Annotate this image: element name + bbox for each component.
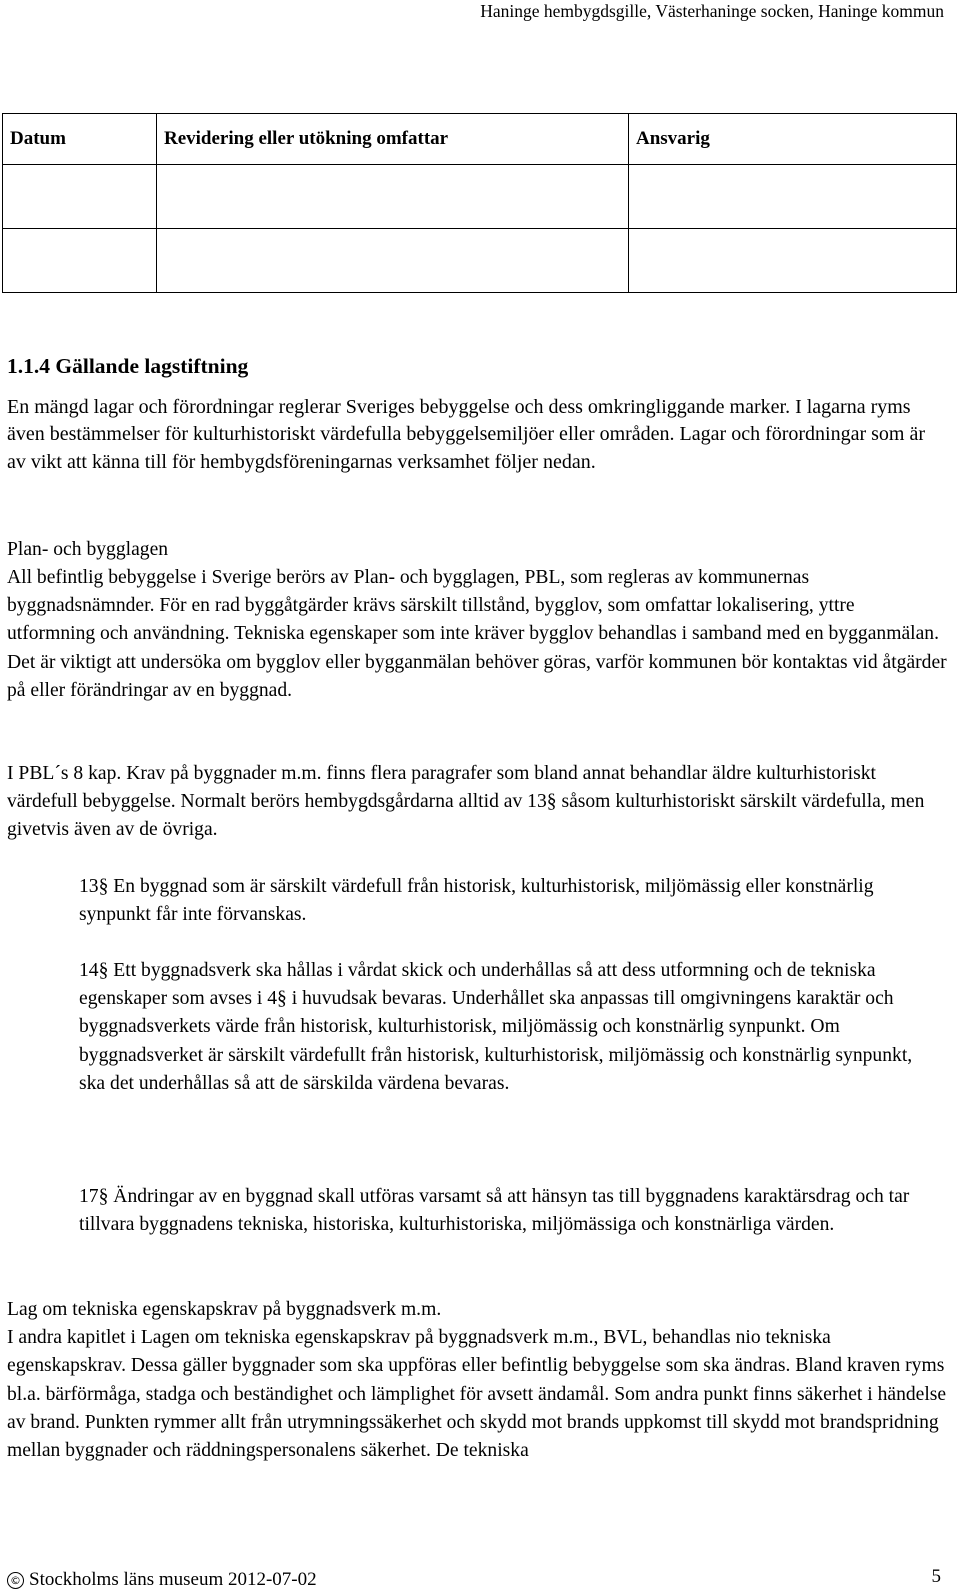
table-row	[3, 229, 957, 293]
bvl-paragraph: I andra kapitlet i Lagen om tekniska egenskapskrav på byggnadsverk m.m., BVL, behandlas nio tekniska egenskapskrav. Dessa gäller byggnader som ska uppföras eller befintlig bebyggelse som ska ändras. Bland kraven ryms bl.a. bärförmåga, stadga och beständighet och lämplighet för avsett ändamål. Som andra punkt finns säkerhet i händelse av brand. Punkten rymmer allt från utrymningssäkerhet och skydd mot brands uppkomst till skydd mot brandspridning mellan byggnader och räddningspersonalens säkerhet. De tekniska	[7, 1327, 947, 1462]
quote-paragraph-14: 14§ Ett byggnadsverk ska hållas i vårdat skick och underhållas så att dess utformning och de tekniska egenskaper som avses i 4§ i huvudsak bevaras. Underhållet ska anpassas till omgivningens karaktär och byggnadsverkets värde från historisk, kulturhistorisk, miljömässig och konstnärlig synpunkt. Om byggnadsverket är särskilt värdefullt från historisk, kulturhistorisk, miljömässig och konstnärlig synpunkt, ska det underhållas så att de särskilda värdena bevaras.	[79, 960, 913, 1094]
column-header-responsible: Ansvarig	[629, 114, 957, 165]
running-header: Haninge hembygdsgille, Västerhaninge socken, Haninge kommun	[480, 1, 944, 21]
table-cell-date	[3, 165, 157, 229]
footer-text: Stockholms läns museum 2012-07-02	[29, 1569, 317, 1590]
bvl-title: Lag om tekniska egenskapskrav på byggnadsverk m.m.	[7, 1299, 442, 1320]
table-cell-revision	[157, 165, 629, 229]
copyright-icon: ©	[7, 1572, 24, 1589]
quote-paragraph-17: 17§ Ändringar av en byggnad skall utföras varsamt så att hänsyn tas till byggnadens karaktärsdrag och tar tillvara byggnadens tekniska, historiska, kulturhistoriska, miljömässiga och konstnärliga värden.	[79, 1186, 910, 1236]
table-cell-revision	[157, 229, 629, 293]
section-heading: 1.1.4 Gällande lagstiftning	[7, 354, 249, 378]
table-cell-date	[3, 229, 157, 293]
bvl-section	[7, 1296, 947, 1465]
page-number: 5	[931, 1566, 941, 1587]
table-cell-responsible	[629, 165, 957, 229]
quote-paragraph-13: 13§ En byggnad som är särskilt värdefull från historisk, kulturhistorisk, miljömässig eller konstnärlig synpunkt får inte förvanskas.	[79, 876, 874, 926]
revision-table	[2, 113, 957, 293]
column-header-date: Datum	[3, 114, 157, 165]
table-row	[3, 165, 957, 229]
pbl-title: Plan- och bygglagen	[7, 539, 169, 560]
column-header-revision: Revidering eller utökning omfattar	[157, 114, 629, 165]
pbl-chapter8-paragraph: I PBL´s 8 kap. Krav på byggnader m.m. finns flera paragrafer som bland annat behandlar äldre kulturhistoriskt värdefull bebyggelse. Normalt berörs hembygdsgårdarna alltid av 13§ såsom kulturhistoriskt särskilt värdefulla, men givetvis även av de övriga.	[7, 763, 925, 841]
table-cell-responsible	[629, 229, 957, 293]
intro-paragraph: En mängd lagar och förordningar reglerar Sveriges bebyggelse och dess omkringliggande marker. I lagarna ryms även bestämmelser för kulturhistoriskt värdefulla bebyggelsemiljöer eller områden. Lagar och förordningar som är av vikt att känna till för hembygdsföreningarnas verksamhet följer nedan.	[7, 396, 926, 473]
pbl-paragraph: All befintlig bebyggelse i Sverige berörs av Plan- och bygglagen, PBL, som regleras av kommunernas byggnadsnämnder. För en rad byggåtgärder krävs särskilt tillstånd, bygglov, som omfattar lokalisering, yttre utformning och användning. Tekniska egenskaper som inte kräver bygglov behandlas i samband med en bygganmälan. Det är viktigt att undersöka om bygglov eller bygganmälan behöver göras, varför kommunen bör kontaktas vid åtgärder på eller förändringar av en byggnad.	[7, 567, 947, 701]
footer-copyright	[7, 1569, 317, 1591]
table-header-row	[3, 114, 957, 165]
